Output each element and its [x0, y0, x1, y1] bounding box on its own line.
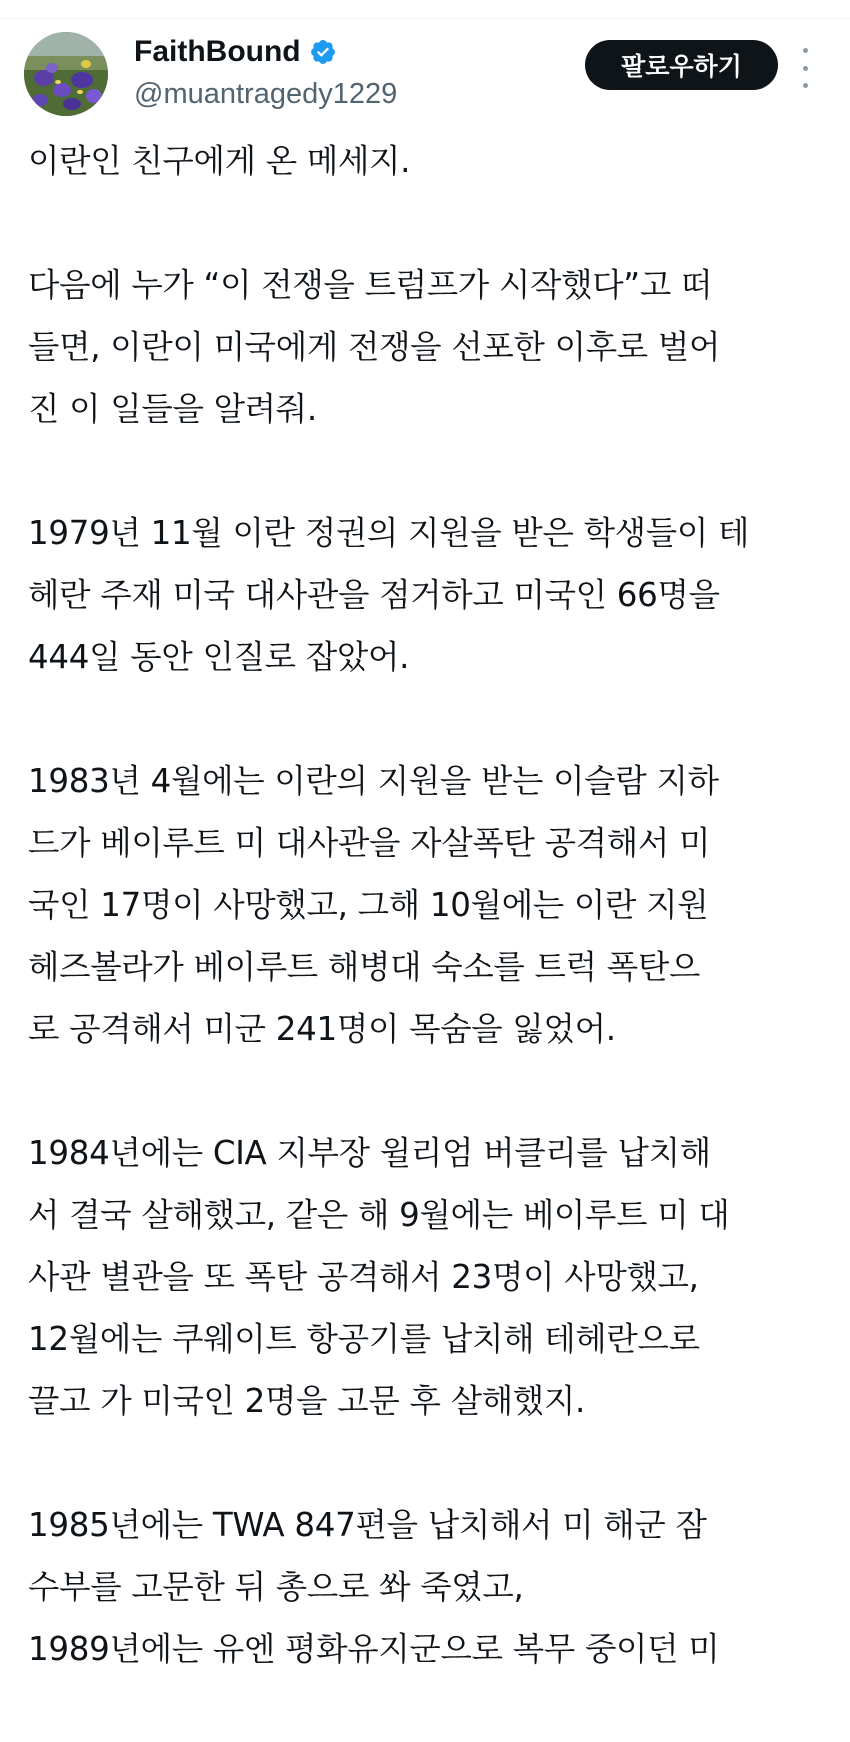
name-row — [134, 32, 397, 72]
tweet-paragraph — [28, 130, 828, 192]
tweet-line: 1985년에는 TWA 847편을 납치해서 미 해군 잠 — [28, 1506, 707, 1544]
follow-button[interactable]: 팔로우하기 — [585, 40, 778, 90]
tweet-line: 1983년 4월에는 이란의 지원을 받는 이슬람 지하 — [28, 762, 719, 800]
verified-badge-icon — [309, 38, 337, 66]
tweet-line: 서 결국 살해했고, 같은 해 9월에는 베이루트 미 대 — [28, 1196, 730, 1234]
tweet-line: 444일 동안 인질로 잡았어. — [28, 638, 410, 676]
more-vertical-icon[interactable] — [794, 48, 816, 88]
more-dot — [803, 48, 808, 53]
tweet-line: 헤즈볼라가 베이루트 해병대 숙소를 트럭 폭탄으 — [28, 948, 701, 986]
tweet-line: 헤란 주재 미국 대사관을 점거하고 미국인 66명을 — [28, 576, 720, 614]
tweet-paragraph — [28, 254, 828, 440]
tweet-paragraph — [28, 502, 828, 688]
tweet-paragraph — [28, 1122, 828, 1432]
user-block — [134, 32, 397, 114]
tweet-line: 1989년에는 유엔 평화유지군으로 복무 중이던 미 — [28, 1630, 720, 1668]
user-handle[interactable]: @muantragedy1229 — [134, 78, 398, 110]
tweet-line: 국인 17명이 사망했고, 그해 10월에는 이란 지원 — [28, 886, 709, 924]
tweet-line: 수부를 고문한 뒤 총으로 쏴 죽였고, — [28, 1568, 524, 1606]
tweet-line: 다음에 누가 “이 전쟁을 트럼프가 시작했다”고 떠 — [28, 266, 713, 304]
top-divider — [0, 18, 850, 19]
tweet-paragraph — [28, 750, 828, 1060]
tweet-line: 진 이 일들을 알려줘. — [28, 390, 317, 428]
tweet-text — [28, 130, 828, 1742]
tweet-header — [0, 28, 850, 128]
avatar-image — [24, 32, 108, 116]
display-name[interactable]: FaithBound — [134, 35, 301, 68]
tweet-line: 이란인 친구에게 온 메세지. — [28, 142, 411, 180]
tweet-paragraph — [28, 1494, 828, 1680]
avatar[interactable] — [24, 32, 108, 116]
tweet-line: 1979년 11월 이란 정권의 지원을 받은 학생들이 테 — [28, 514, 750, 552]
tweet-line: 로 공격해서 미군 241명이 목숨을 잃었어. — [28, 1010, 616, 1048]
tweet-line: 1984년에는 CIA 지부장 윌리엄 버클리를 납치해 — [28, 1134, 711, 1172]
more-dot — [803, 83, 808, 88]
tweet-line: 사관 별관을 또 폭탄 공격해서 23명이 사망했고, — [28, 1258, 699, 1296]
tweet-line: 드가 베이루트 미 대사관을 자살폭탄 공격해서 미 — [28, 824, 711, 862]
more-dot — [803, 66, 808, 71]
tweet-line: 들면, 이란이 미국에게 전쟁을 선포한 이후로 벌어 — [28, 328, 721, 366]
tweet-line: 12월에는 쿠웨이트 항공기를 납치해 테헤란으로 — [28, 1320, 700, 1358]
tweet-line: 끌고 가 미국인 2명을 고문 후 살해했지. — [28, 1382, 586, 1420]
